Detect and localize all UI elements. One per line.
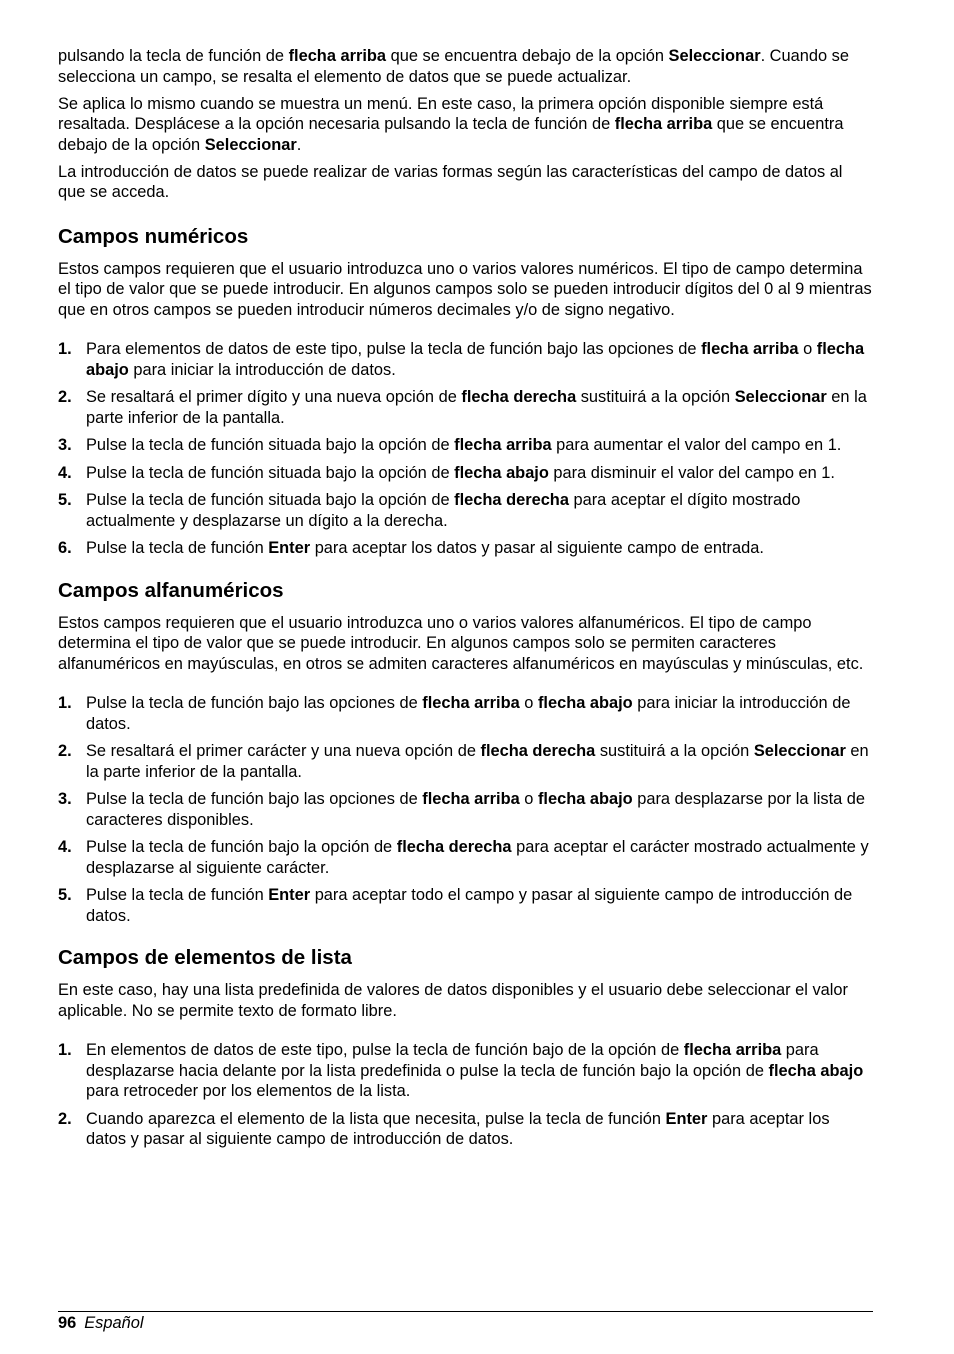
bold-term: flecha abajo	[537, 694, 633, 712]
list-item	[58, 387, 874, 428]
text-run: en la parte inferior de la pantalla.	[86, 388, 867, 427]
bold-term: flecha arriba	[683, 1041, 782, 1059]
list-text	[86, 435, 874, 456]
bold-term: Enter	[268, 539, 311, 557]
text-run: Pulse la tecla de función bajo las opciones de	[86, 790, 423, 808]
text-run: para aceptar el dígito mostrado actualmente y desplazarse un dígito a la derecha.	[86, 491, 801, 530]
bold-term: Seleccionar	[753, 742, 846, 760]
bold-term: flecha arriba	[422, 790, 520, 808]
text-run: Para elementos de datos de este tipo, pulse la tecla de función bajo las opciones de	[86, 340, 702, 358]
bold-term: Enter	[665, 1109, 708, 1128]
list-item	[58, 1109, 874, 1150]
text-run: que se encuentra debajo de la opción	[386, 47, 669, 65]
list-item	[58, 693, 874, 734]
text-run: para iniciar la introducción de datos.	[86, 694, 851, 733]
intro-block	[58, 46, 874, 203]
text-run: Pulse la tecla de función bajo las opciones de	[86, 694, 423, 712]
text-run: Estos campos requieren que el usuario introduzca uno o varios valores alfanuméricos. El tipo de campo determina el tipo de valor que se puede introducir. En algunos campos solo se permiten caracteres alfanuméricos en mayúsculas, en otros se admiten caracteres alfanuméricos en mayúsculas y minúsculas, etc.	[58, 613, 864, 673]
section-intro	[58, 613, 874, 675]
text-run: Pulse la tecla de función situada bajo la opción de	[86, 491, 455, 509]
text-run: En este caso, hay una lista predefinida de valores de datos disponibles y el usuario debe seleccionar el valor aplicable. No se permite texto de formato libre.	[58, 981, 848, 1020]
list-text	[86, 1109, 874, 1150]
text-run: Cuando aparezca el elemento de la lista que necesita, pulse la tecla de función	[86, 1109, 666, 1128]
text-run: Se resaltará el primer dígito y una nueva opción de	[86, 388, 462, 406]
list-number: 1.	[58, 340, 72, 358]
numbered-list	[58, 1040, 874, 1150]
list-number: 4.	[58, 463, 72, 482]
list-number: 3.	[58, 436, 72, 454]
bold-term: flecha abajo	[537, 790, 633, 808]
intro-paragraph	[58, 46, 874, 87]
list-item	[58, 339, 874, 380]
page-number: 96	[58, 1314, 77, 1332]
text-run: Se resaltará el primer carácter y una nueva opción de	[86, 742, 481, 760]
list-text	[86, 1040, 874, 1102]
list-number: 3.	[58, 790, 72, 808]
text-run: En elementos de datos de este tipo, pulse la tecla de función bajo de la opción de	[86, 1041, 684, 1059]
list-number: 1.	[58, 694, 72, 712]
footer-language: Español	[84, 1314, 144, 1332]
list-number: 6.	[58, 539, 72, 557]
bold-term: flecha derecha	[461, 388, 577, 406]
text-run: en la parte inferior de la pantalla.	[86, 742, 869, 781]
section-list-item-fields	[58, 946, 874, 1150]
footer-divider	[58, 1311, 873, 1312]
text-run: pulsando la tecla de función de	[58, 47, 289, 65]
text-run: Estos campos requieren que el usuario introduzca uno o varios valores numéricos. El tipo de campo determina el tipo de valor que se puede introducir. En algunos campos solo se pueden introducir dígitos del 0 al 9 mientras que en otros campos se pueden introducir números decimales y/o de signo negativo.	[58, 259, 872, 319]
list-number: 5.	[58, 491, 72, 509]
list-text	[86, 693, 874, 734]
page-content	[58, 46, 874, 1150]
text-run: . Cuando se selecciona un campo, se resalta el elemento de datos que se puede actualizar.	[58, 47, 849, 86]
list-number: 4.	[58, 838, 72, 856]
intro-paragraph	[58, 94, 874, 156]
text-run: La introducción de datos se puede realizar de varias formas según las características del campo de datos al que se acceda.	[58, 162, 843, 201]
bold-term: flecha arriba	[614, 115, 713, 133]
list-item	[58, 885, 874, 926]
text-run: sustituirá a la opción	[576, 388, 735, 406]
list-item	[58, 435, 874, 456]
bold-term: flecha abajo	[454, 463, 549, 482]
text-run: Pulse la tecla de función	[86, 539, 269, 557]
text-run: sustituirá a la opción	[595, 742, 754, 760]
bold-term: flecha abajo	[86, 340, 865, 379]
section-numeric-fields	[58, 225, 874, 559]
text-run: para aceptar los datos y pasar al siguiente campo de entrada.	[310, 539, 764, 557]
bold-term: flecha arriba	[422, 694, 520, 712]
text-run: para desplazarse hacia delante por la lista predefinida o pulse la tecla de función bajo la opción de	[86, 1041, 819, 1080]
bold-term: flecha arriba	[288, 47, 387, 65]
list-text	[86, 837, 874, 878]
text-run: que se encuentra debajo de la opción	[58, 115, 844, 154]
list-item	[58, 789, 874, 830]
section-heading: Campos de elementos de lista	[58, 946, 352, 969]
text-run: para retroceder por los elementos de la lista.	[86, 1082, 411, 1100]
text-run: para aceptar los datos y pasar al siguiente campo de introducción de datos.	[86, 1109, 830, 1148]
text-run: Pulse la tecla de función situada bajo la opción de	[86, 463, 455, 482]
text-run: .	[296, 135, 302, 154]
list-text	[86, 339, 874, 380]
text-run: para aumentar el valor del campo en 1.	[551, 436, 842, 454]
list-text	[86, 490, 874, 531]
list-item	[58, 463, 874, 484]
text-run: para aceptar el carácter mostrado actualmente y desplazarse al siguiente carácter.	[86, 838, 869, 877]
list-item	[58, 538, 874, 559]
bold-term: flecha abajo	[768, 1061, 864, 1080]
text-run: o	[519, 790, 538, 808]
bold-term: Seleccionar	[734, 388, 827, 406]
page-footer	[58, 1313, 143, 1333]
section-intro	[58, 980, 874, 1021]
bold-term: flecha derecha	[396, 838, 512, 856]
intro-paragraph	[58, 162, 874, 203]
section-alphanumeric-fields	[58, 579, 874, 927]
text-run: Se aplica lo mismo cuando se muestra un menú. En este caso, la primera opción disponible siempre está resaltada. Desplácese a la opción necesaria pulsando la tecla de función de	[58, 94, 824, 133]
list-number: 2.	[58, 388, 72, 406]
text-run: para desplazarse por la lista de caracteres disponibles.	[86, 790, 866, 829]
list-text	[86, 885, 874, 926]
bold-term: flecha arriba	[454, 436, 552, 454]
text-run: o	[519, 694, 538, 712]
text-run: Pulse la tecla de función	[86, 886, 269, 904]
bold-term: flecha derecha	[454, 491, 569, 509]
list-number: 1.	[58, 1041, 72, 1059]
bold-term: Seleccionar	[204, 135, 297, 154]
text-run: Pulse la tecla de función situada bajo la opción de	[86, 436, 455, 454]
text-run: para disminuir el valor del campo en 1.	[548, 463, 835, 482]
bold-term: Enter	[268, 886, 311, 904]
section-intro	[58, 259, 874, 321]
list-text	[86, 538, 874, 559]
list-number: 5.	[58, 886, 72, 904]
list-item	[58, 490, 874, 531]
section-heading: Campos numéricos	[58, 224, 249, 248]
list-number: 2.	[58, 1109, 72, 1128]
bold-term: Seleccionar	[668, 47, 761, 65]
text-run: para iniciar la introducción de datos.	[128, 360, 396, 379]
list-item	[58, 837, 874, 878]
bold-term: flecha arriba	[701, 340, 799, 358]
section-heading: Campos alfanuméricos	[58, 578, 284, 602]
text-run: para aceptar todo el campo y pasar al siguiente campo de introducción de datos.	[86, 886, 853, 925]
text-run: o	[798, 340, 817, 358]
numbered-list	[58, 693, 874, 926]
list-text	[86, 741, 874, 782]
bold-term: flecha derecha	[480, 742, 596, 760]
list-item	[58, 1040, 874, 1102]
list-text	[86, 387, 874, 428]
list-item	[58, 741, 874, 782]
list-number: 2.	[58, 742, 72, 760]
list-text	[86, 789, 874, 830]
numbered-list	[58, 339, 874, 559]
text-run: Pulse la tecla de función bajo la opción de	[86, 838, 397, 856]
list-text	[86, 463, 874, 484]
